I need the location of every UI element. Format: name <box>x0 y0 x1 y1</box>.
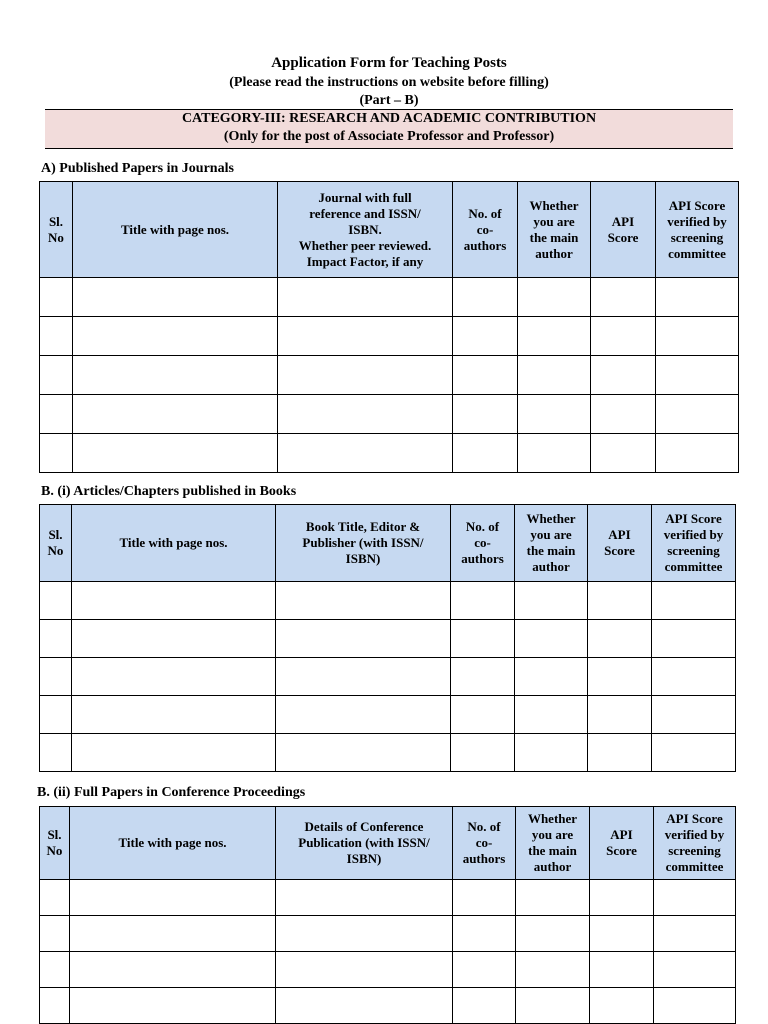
blank-cell-title[interactable] <box>72 734 276 772</box>
header-text: authors <box>461 551 504 566</box>
blank-cell-api-score[interactable] <box>588 620 652 658</box>
blank-cell-reference[interactable] <box>278 278 453 317</box>
blank-cell-co-authors[interactable] <box>451 734 515 772</box>
blank-cell-reference[interactable] <box>276 916 453 952</box>
header-text: API Score <box>668 197 726 213</box>
blank-cell-main-author[interactable] <box>518 356 591 395</box>
header-text: ISBN. <box>348 221 382 237</box>
blank-cell-reference[interactable] <box>276 952 453 988</box>
form-title: Application Form for Teaching Posts <box>271 55 507 71</box>
column-header-api-verified <box>652 505 736 582</box>
header-text: co- <box>476 221 494 237</box>
blank-cell-serial-no[interactable] <box>40 620 72 658</box>
header-text: you are <box>530 527 572 542</box>
header-text: Score <box>607 229 639 245</box>
column-header-api-verified <box>654 807 736 880</box>
table-header-row <box>40 807 736 880</box>
blank-cell-api-score[interactable] <box>591 395 656 434</box>
blank-cell-serial-no[interactable] <box>40 278 73 317</box>
header-text: Publication (with ISSN/ <box>298 835 430 850</box>
table-header-row <box>40 505 736 582</box>
header-text: API Score <box>665 511 722 526</box>
column-header-co-authors <box>453 182 518 278</box>
header-text: verified by <box>664 827 725 842</box>
blank-cell-serial-no[interactable] <box>40 916 70 952</box>
blank-cell-co-authors[interactable] <box>453 916 516 952</box>
header-text: verified by <box>667 213 727 229</box>
header-text: screening <box>670 229 724 245</box>
header-text: committee <box>665 859 724 874</box>
header-text: No <box>48 229 64 245</box>
table-row <box>40 658 736 696</box>
blank-cell-reference[interactable] <box>276 620 451 658</box>
header-text: screening <box>668 843 721 858</box>
table-row <box>40 620 736 658</box>
blank-cell-main-author[interactable] <box>515 658 588 696</box>
blank-cell-main-author[interactable] <box>515 696 588 734</box>
blank-cell-api-verified[interactable] <box>656 395 739 434</box>
header-text: author <box>533 859 572 874</box>
blank-cell-title[interactable] <box>70 916 276 952</box>
table-row <box>40 582 736 620</box>
column-header-reference <box>276 807 453 880</box>
conference-papers-table <box>39 806 736 1024</box>
blank-cell-main-author[interactable] <box>516 880 590 916</box>
blank-cell-api-verified[interactable] <box>656 317 739 356</box>
blank-cell-api-verified[interactable] <box>654 952 736 988</box>
header-text: ISBN) <box>346 851 382 866</box>
header-text: the main <box>526 543 576 558</box>
blank-cell-reference[interactable] <box>276 658 451 696</box>
table-row <box>40 734 736 772</box>
blank-cell-api-score[interactable] <box>591 317 656 356</box>
header-text: API Score <box>666 811 723 826</box>
table-row <box>40 317 739 356</box>
blank-cell-serial-no[interactable] <box>40 734 72 772</box>
table-row <box>40 278 739 317</box>
blank-cell-title[interactable] <box>70 952 276 988</box>
blank-cell-reference[interactable] <box>276 988 453 1024</box>
blank-cell-reference[interactable] <box>278 395 453 434</box>
table-row <box>40 395 739 434</box>
blank-cell-co-authors[interactable] <box>453 434 518 473</box>
blank-cell-api-verified[interactable] <box>656 278 739 317</box>
blank-cell-reference[interactable] <box>276 734 451 772</box>
header-text: Journal with full <box>318 189 412 205</box>
journal-papers-table <box>39 181 739 473</box>
column-header-main-author <box>515 505 588 582</box>
header-text: authors <box>463 237 507 253</box>
header-text: Sl. <box>48 213 64 229</box>
header-text: you are <box>533 213 575 229</box>
header-text: API <box>611 213 635 229</box>
blank-cell-main-author[interactable] <box>516 916 590 952</box>
blank-cell-title[interactable] <box>73 434 278 473</box>
blank-cell-serial-no[interactable] <box>40 317 73 356</box>
blank-cell-api-verified[interactable] <box>654 988 736 1024</box>
header-text: Publisher (with ISSN/ <box>302 535 424 550</box>
header-text: Book Title, Editor & <box>305 519 421 534</box>
column-header-co-authors <box>451 505 515 582</box>
blank-cell-co-authors[interactable] <box>451 658 515 696</box>
header-text: the main <box>529 229 579 245</box>
blank-cell-title[interactable] <box>73 278 278 317</box>
column-header-serial-no <box>40 807 70 880</box>
blank-cell-main-author[interactable] <box>515 620 588 658</box>
blank-cell-api-verified[interactable] <box>654 916 736 952</box>
blank-cell-co-authors[interactable] <box>451 582 515 620</box>
blank-cell-main-author[interactable] <box>516 988 590 1024</box>
header-text: committee <box>664 559 723 574</box>
blank-cell-api-verified[interactable] <box>656 434 739 473</box>
blank-cell-title[interactable] <box>73 317 278 356</box>
header-text: Whether <box>526 511 576 526</box>
blank-cell-title[interactable] <box>70 988 276 1024</box>
blank-cell-reference[interactable] <box>278 317 453 356</box>
category-title: CATEGORY-III: RESEARCH AND ACADEMIC CONTRIBUTION <box>181 111 597 126</box>
blank-cell-title[interactable] <box>72 620 276 658</box>
header-text: No. of <box>468 205 502 221</box>
column-header-api-score <box>591 182 656 278</box>
header-text: Details of Conference <box>304 819 424 834</box>
blank-cell-reference[interactable] <box>278 356 453 395</box>
column-header-api-score <box>588 505 652 582</box>
header-text: API <box>608 527 631 542</box>
blank-cell-api-verified[interactable] <box>656 356 739 395</box>
header-text: Whether <box>527 811 578 826</box>
blank-cell-co-authors[interactable] <box>451 620 515 658</box>
blank-cell-api-score[interactable] <box>591 356 656 395</box>
blank-cell-api-verified[interactable] <box>652 696 736 734</box>
blank-cell-title[interactable] <box>73 356 278 395</box>
blank-cell-serial-no[interactable] <box>40 356 73 395</box>
section-a-title: A) Published Papers in Journals <box>41 161 234 176</box>
header-text: verified by <box>663 527 724 542</box>
blank-cell-title[interactable] <box>70 880 276 916</box>
column-header-reference <box>276 505 451 582</box>
blank-cell-serial-no[interactable] <box>40 696 72 734</box>
blank-cell-main-author[interactable] <box>518 317 591 356</box>
blank-cell-main-author[interactable] <box>518 278 591 317</box>
header-text: you are <box>531 827 574 842</box>
column-header-reference <box>278 182 453 278</box>
blank-cell-title[interactable] <box>73 395 278 434</box>
header-text: No <box>47 543 64 558</box>
table-row <box>40 952 736 988</box>
table-header-row <box>40 182 739 278</box>
blank-cell-serial-no[interactable] <box>40 880 70 916</box>
blank-cell-api-score[interactable] <box>590 952 654 988</box>
blank-cell-serial-no[interactable] <box>40 952 70 988</box>
book-chapters-table <box>39 504 736 772</box>
header-text: ISBN) <box>345 551 381 566</box>
header-text: screening <box>667 543 720 558</box>
blank-cell-co-authors[interactable] <box>453 356 518 395</box>
column-header-title <box>73 182 278 278</box>
section-b-i-title: B. (i) Articles/Chapters published in Books <box>41 484 297 499</box>
header-text: API <box>610 827 633 842</box>
blank-cell-api-score[interactable] <box>588 734 652 772</box>
blank-cell-main-author[interactable] <box>515 582 588 620</box>
table-row <box>40 916 736 952</box>
category-banner <box>45 109 733 149</box>
blank-cell-reference[interactable] <box>276 696 451 734</box>
blank-cell-api-score[interactable] <box>590 988 654 1024</box>
category-note: (Only for the post of Associate Professor and Professor) <box>223 129 555 144</box>
blank-cell-co-authors[interactable] <box>453 952 516 988</box>
header-text: reference and ISSN/ <box>309 205 421 221</box>
blank-cell-api-verified[interactable] <box>652 582 736 620</box>
header-text: committee <box>668 245 726 261</box>
column-header-main-author <box>516 807 590 880</box>
header-text: No. of <box>465 519 500 534</box>
blank-cell-main-author[interactable] <box>518 395 591 434</box>
blank-cell-co-authors[interactable] <box>453 278 518 317</box>
blank-cell-co-authors[interactable] <box>453 988 516 1024</box>
header-text: co- <box>475 835 493 850</box>
header-text: Whether <box>529 197 579 213</box>
blank-cell-reference[interactable] <box>278 434 453 473</box>
header-text: No. of <box>467 819 501 834</box>
table-row <box>40 696 736 734</box>
column-header-main-author <box>518 182 591 278</box>
blank-cell-co-authors[interactable] <box>451 696 515 734</box>
blank-cell-api-score[interactable] <box>588 696 652 734</box>
header-text: Title with page nos. <box>119 535 228 550</box>
column-header-title <box>70 807 276 880</box>
blank-cell-serial-no[interactable] <box>40 988 70 1024</box>
header-text: Impact Factor, if any <box>306 253 424 269</box>
blank-cell-api-score[interactable] <box>591 434 656 473</box>
blank-cell-main-author[interactable] <box>515 734 588 772</box>
form-instructions: (Please read the instructions on website before filling) <box>229 75 549 90</box>
header-text: the main <box>528 843 577 858</box>
header-text: Title with page nos. <box>120 221 230 237</box>
blank-cell-api-score[interactable] <box>588 582 652 620</box>
blank-cell-api-score[interactable] <box>590 916 654 952</box>
header-text: authors <box>462 851 506 866</box>
column-header-serial-no <box>40 505 72 582</box>
blank-cell-reference[interactable] <box>276 880 453 916</box>
blank-cell-serial-no[interactable] <box>40 658 72 696</box>
section-b-ii-title: B. (ii) Full Papers in Conference Proceedings <box>37 785 306 800</box>
header-text: author <box>532 559 570 574</box>
blank-cell-api-score[interactable] <box>591 278 656 317</box>
header-text: co- <box>474 535 491 550</box>
header-text: Score <box>604 543 635 558</box>
header-text: Sl. <box>47 827 62 842</box>
blank-cell-api-verified[interactable] <box>654 880 736 916</box>
blank-cell-main-author[interactable] <box>516 952 590 988</box>
table-row <box>40 988 736 1024</box>
header-text: Sl. <box>48 527 63 542</box>
table-row <box>40 356 739 395</box>
blank-cell-api-score[interactable] <box>588 658 652 696</box>
blank-cell-co-authors[interactable] <box>453 395 518 434</box>
blank-cell-api-score[interactable] <box>590 880 654 916</box>
blank-cell-title[interactable] <box>72 658 276 696</box>
column-header-serial-no <box>40 182 73 278</box>
column-header-api-score <box>590 807 654 880</box>
table-row <box>40 434 739 473</box>
header-text: Whether peer reviewed. <box>298 237 432 253</box>
blank-cell-api-verified[interactable] <box>652 620 736 658</box>
header-text: No <box>46 843 63 858</box>
blank-cell-serial-no[interactable] <box>40 582 72 620</box>
blank-cell-serial-no[interactable] <box>40 434 73 473</box>
column-header-api-verified <box>656 182 739 278</box>
blank-cell-main-author[interactable] <box>518 434 591 473</box>
blank-cell-co-authors[interactable] <box>453 880 516 916</box>
header-text: author <box>535 245 573 261</box>
blank-cell-api-verified[interactable] <box>652 658 736 696</box>
blank-cell-api-verified[interactable] <box>652 734 736 772</box>
blank-cell-reference[interactable] <box>276 582 451 620</box>
blank-cell-serial-no[interactable] <box>40 395 73 434</box>
header-text: Score <box>606 843 637 858</box>
table-row <box>40 880 736 916</box>
column-header-title <box>72 505 276 582</box>
header-text: Title with page nos. <box>118 835 227 850</box>
blank-cell-title[interactable] <box>72 582 276 620</box>
blank-cell-co-authors[interactable] <box>453 317 518 356</box>
form-part: (Part – B) <box>359 93 419 108</box>
blank-cell-title[interactable] <box>72 696 276 734</box>
column-header-co-authors <box>453 807 516 880</box>
